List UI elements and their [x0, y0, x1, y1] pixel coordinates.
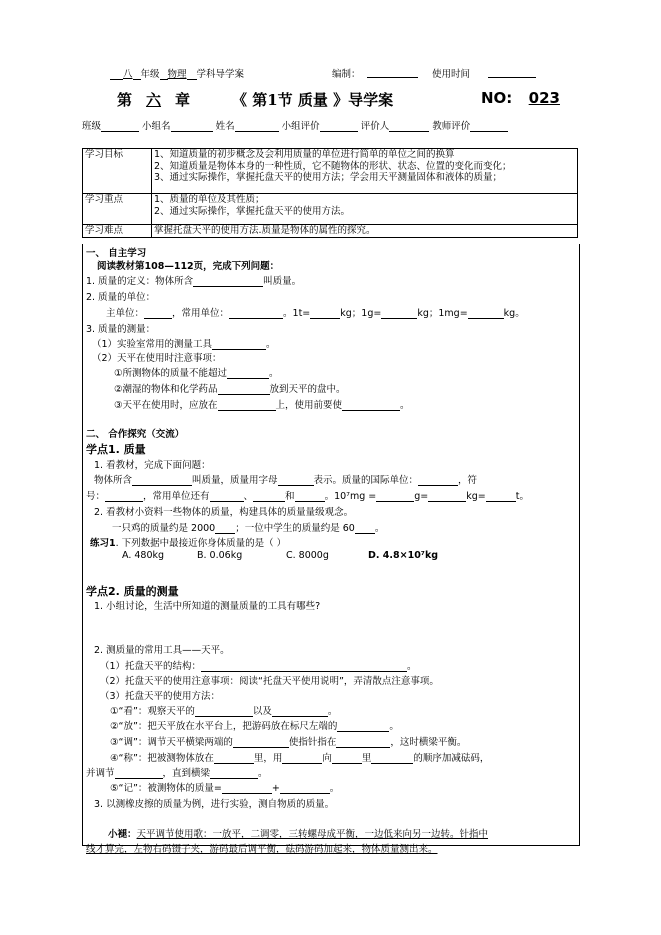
- editor-label: 编制：: [332, 69, 361, 80]
- table-row: [83, 194, 578, 225]
- exercise-1: 练习1. 下列数据中最接近你身体质量的是（ ）: [90, 538, 287, 549]
- step-place: ②“放”：把天平放在水平台上，把游码放在标尺左端的 。: [110, 721, 399, 732]
- class-label: 班级: [82, 121, 102, 132]
- time-blank: [488, 77, 536, 78]
- doc-number: NO: 023: [481, 89, 560, 107]
- point1-title: 学点1. 质量: [86, 443, 146, 456]
- table-row: [83, 225, 578, 238]
- goals-content: 1、知道质量的初步概念及会利用质量的单位进行简单的单位之间的换算 2、知道质量是物体本身的一种性质，它不随物体的形状、状态、位置的变化而变化； 3、通过实际操作，掌握托盘天平的使用方法；学会用天平测量固体和液体的质量；: [152, 149, 578, 194]
- key-points-content: 1、质量的单位及其性质； 2、通过实际操作，掌握托盘天平的使用方法。: [152, 194, 578, 225]
- step-record: ⑤“记”：被测物体的质量= + 。: [110, 783, 340, 794]
- evaluator-label: 评价人: [360, 121, 390, 132]
- evaluation-row: [82, 118, 582, 132]
- p1-line2: 物体所含 叫质量，质量用字母 表示。质量的国际单位： ，符: [94, 475, 478, 486]
- step-adjust: ③“调”：调节天平横梁两端的 使指针指在 ，这时横梁平衡。: [110, 737, 467, 748]
- p1-line5: 一只鸡的质量约是 2000 ；一位中学生的质量约是 60 。: [112, 523, 385, 534]
- p1-line4: 2. 看教材小资料一些物体的质量，构建具体的质量量级观念。: [94, 507, 354, 518]
- reading-instruction: 阅读教材第108—112页，完成下列问题：: [97, 261, 280, 272]
- q1: 1. 质量的定义：物体所含 叫质量。: [86, 276, 302, 287]
- step-weigh: ④“称”：把被测物体放在 里，用 向 里 的顺序加减砝码，: [110, 753, 490, 764]
- q3-1: （1）实验室常用的测量工具 。: [92, 339, 276, 350]
- p2-structure: （1）托盘天平的结构： 。: [100, 661, 417, 672]
- teacher-eval-label: 教师评价: [432, 121, 471, 132]
- name-label: 姓名: [215, 121, 235, 132]
- info-table: [82, 148, 578, 238]
- part1-heading: 一、 自主学习: [86, 248, 147, 259]
- option-c: C. 8000g: [286, 550, 329, 561]
- q3: 3. 质量的测量：: [86, 324, 156, 335]
- p2-method: （3）托盘天平的使用方法：: [100, 691, 221, 702]
- p2-tool: 2. 测质量的常用工具——天平。: [94, 645, 230, 656]
- p1-task: 1. 看教材，完成下面问题：: [94, 460, 211, 471]
- q2: 2. 质量的单位：: [86, 292, 156, 303]
- group-label: 小组名: [142, 121, 171, 132]
- step-weigh-cont: 并调节 ，直到横梁 。: [86, 768, 268, 779]
- subject: 物理: [167, 69, 187, 80]
- table-row: [83, 149, 578, 194]
- option-b: B. 0.06kg: [197, 550, 243, 561]
- p1-line3: 号： ，常用单位还有 、 和 。10⁷mg = g= kg= t。: [86, 491, 529, 502]
- part2-heading: 二、 合作探究（交流）: [86, 429, 185, 440]
- grade-value: 八: [123, 69, 133, 80]
- option-a: A. 480kg: [122, 550, 165, 561]
- grade-label: 年级: [140, 69, 160, 80]
- summary-line2: 线才算完，左物右码镊子夹，游码最后调平衡，砝码游码加起来，物体质量测出来。: [86, 844, 438, 855]
- time-label: 使用时间: [432, 69, 471, 80]
- p2-notes: （2）托盘天平的使用注意事项：阅读“托盘天平使用说明”，弄清散点注意事项。: [100, 676, 439, 687]
- option-d: D. 4.8×10⁷kg: [368, 550, 439, 561]
- header-line: [110, 66, 244, 80]
- doc-type: 学科导学案: [196, 69, 245, 80]
- note-3: ③天平在使用时，应放在 上，使用前要使 。: [114, 400, 410, 411]
- difficulty-label: 学习难点: [83, 225, 152, 238]
- group-eval-label: 小组评价: [281, 121, 320, 132]
- step-look: ①“看”：观察天平的 以及 。: [110, 706, 338, 717]
- chapter-title: 第 六 章: [117, 91, 191, 109]
- p2-experiment: 3. 以测橡皮擦的质量为例，进行实验，测自物质的质量。: [94, 799, 335, 810]
- summary-line1: 小褪：天平调节使用歌：一放平，二调零，三转螺母成平衡，一边低来向另一边转。针指中: [108, 829, 489, 840]
- editor-blank: [367, 77, 418, 78]
- lesson-title: 《 第1节 质量 》导学案: [232, 91, 394, 109]
- q2-units: 主单位： ，常用单位： 。1t= kg；1g= kg；1mg= kg。: [106, 308, 525, 319]
- key-points-label: 学习重点: [83, 194, 152, 225]
- note-2: ②潮湿的物体和化学药品 放到天平的盘中。: [114, 384, 346, 395]
- goals-label: 学习目标: [83, 149, 152, 194]
- point2-title: 学点2. 质量的测量: [86, 585, 179, 598]
- q3-2: （2）天平在使用时注意事项：: [92, 353, 222, 364]
- note-1: ①所测物体的质量不能超过 。: [114, 368, 279, 379]
- p2-discussion: 1. 小组讨论，生活中所知道的测量质量的工具有哪些?: [94, 601, 321, 612]
- difficulty-content: 掌握托盘天平的使用方法.质量是物体的属性的探究。: [152, 225, 578, 238]
